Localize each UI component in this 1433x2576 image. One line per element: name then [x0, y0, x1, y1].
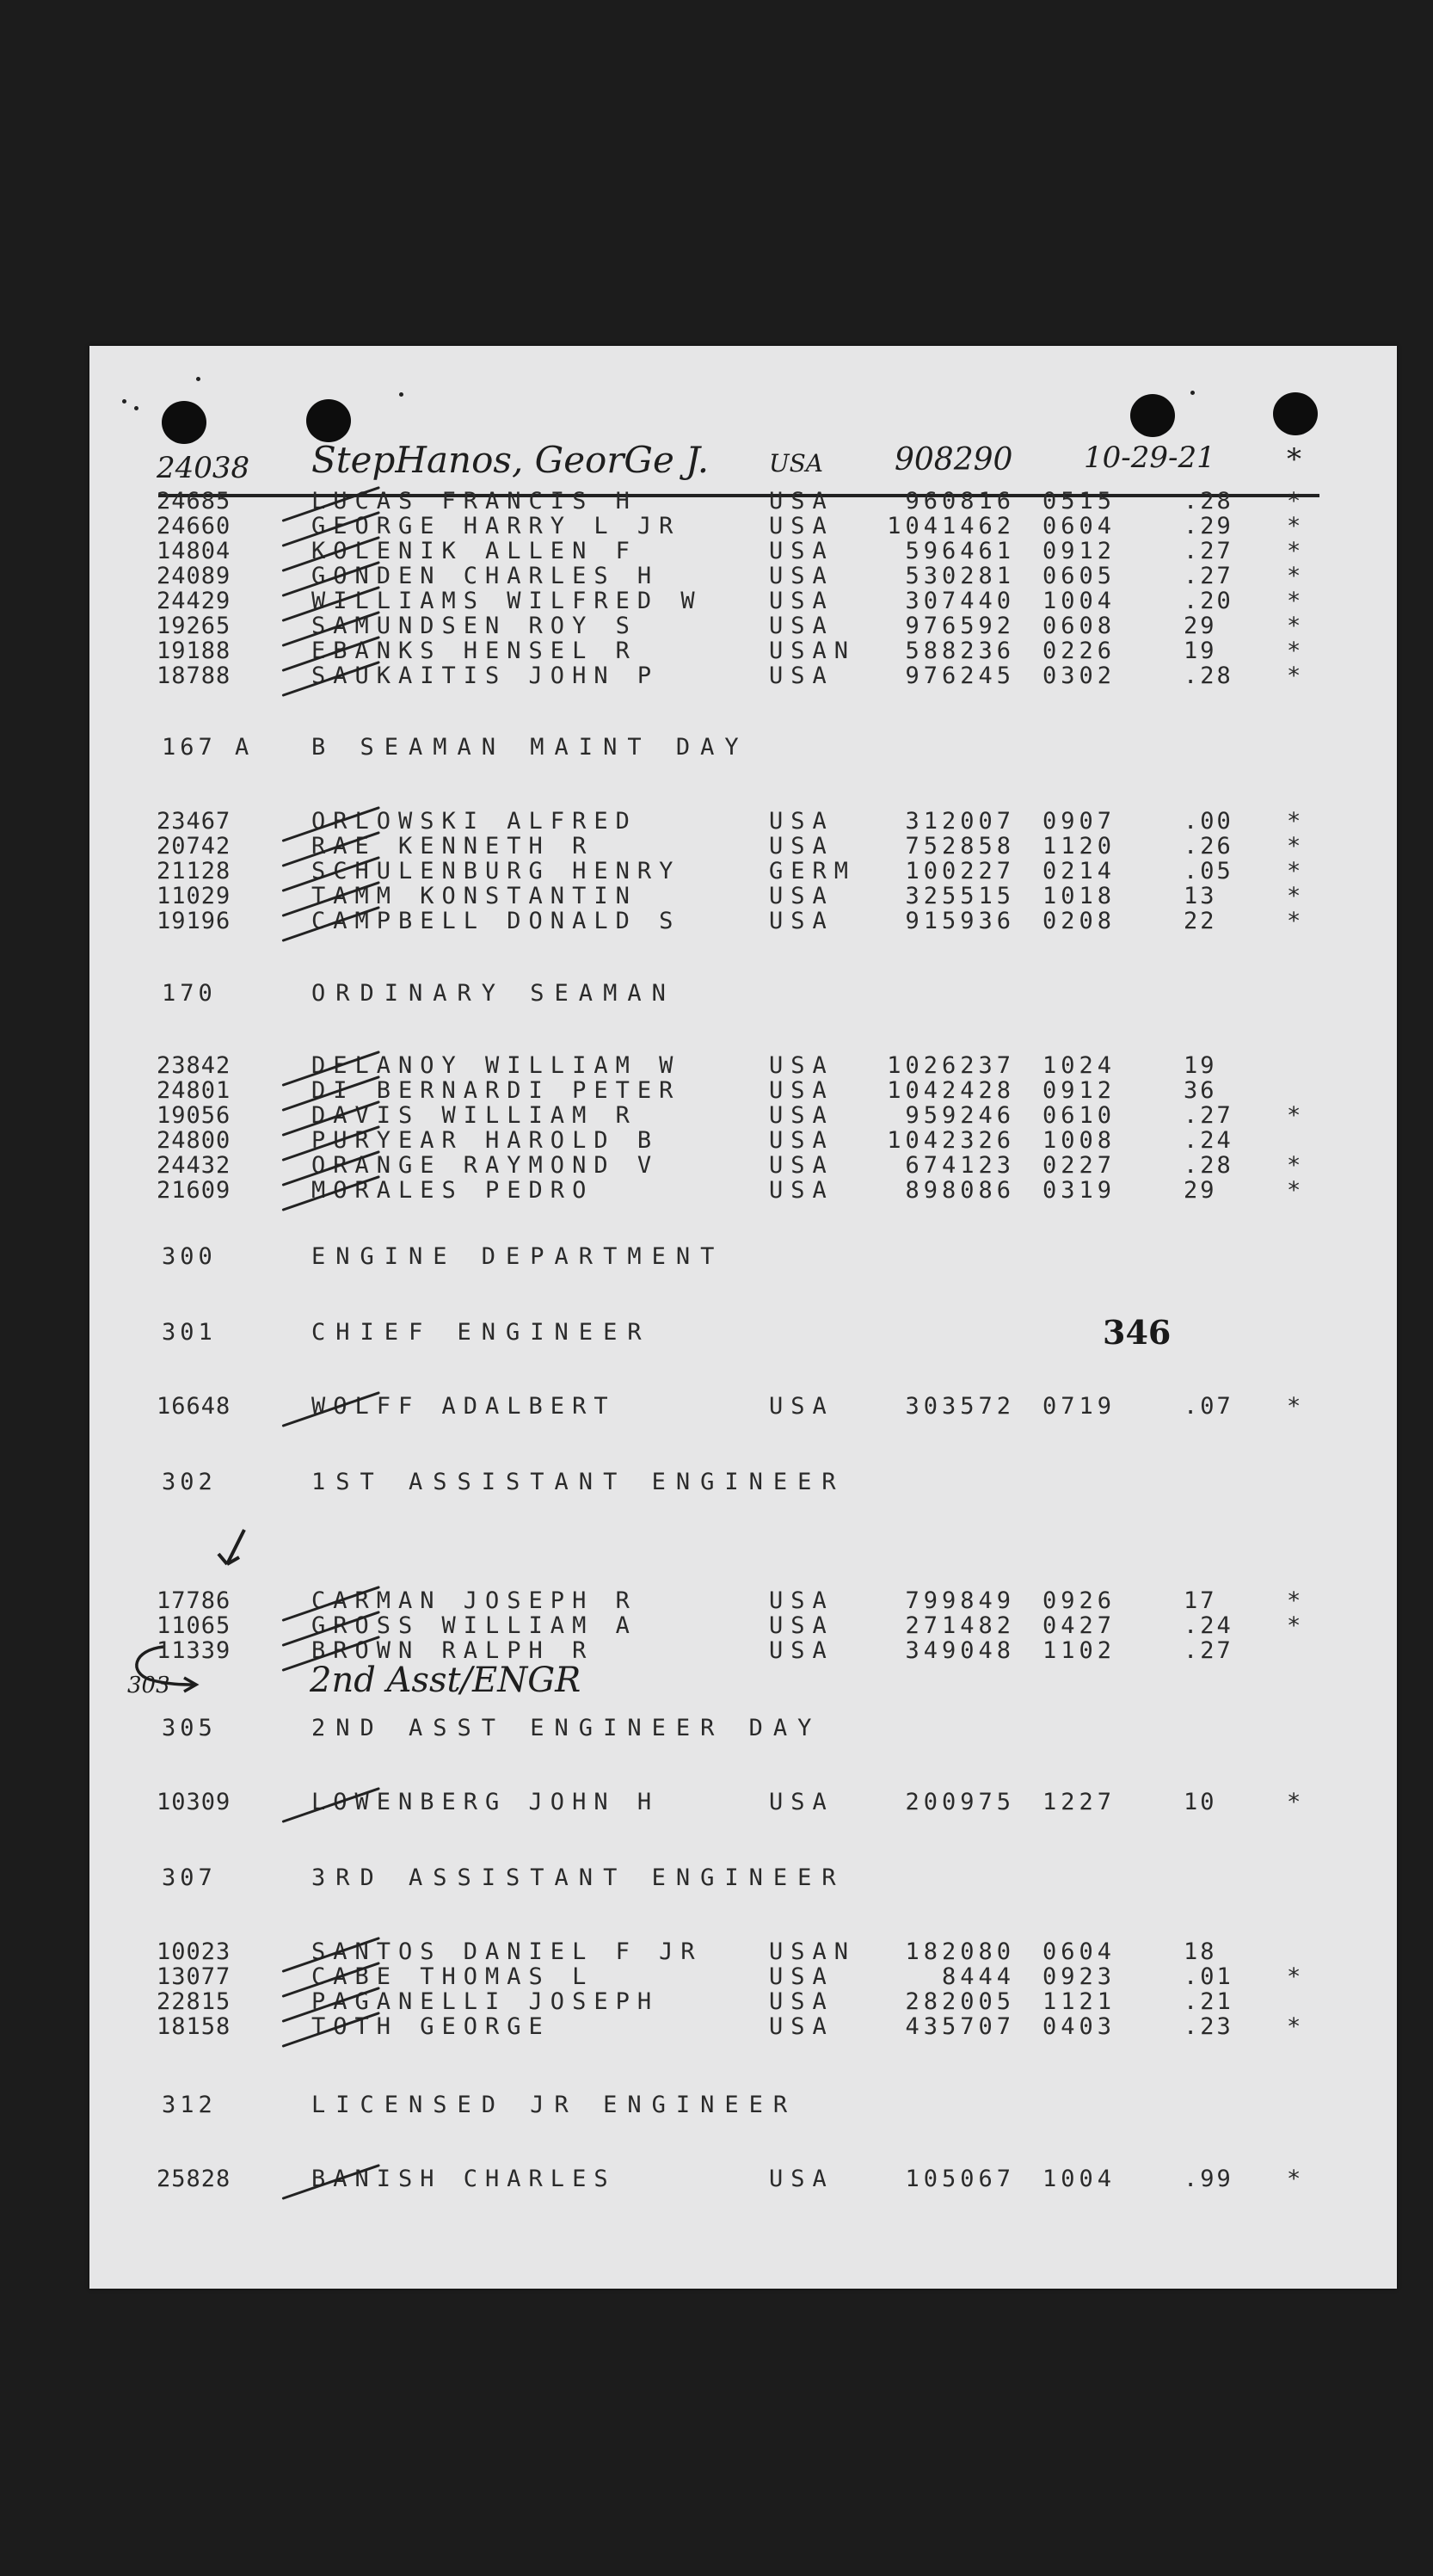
- record-name: PAGANELLI JOSEPH: [311, 1988, 660, 2015]
- record-age: .21: [1184, 1988, 1233, 2015]
- record-age: .28: [1184, 662, 1233, 689]
- record-name: TOTH GEORGE: [311, 2013, 550, 2040]
- section-title: 2ND ASST ENGINEER DAY: [311, 1715, 822, 1741]
- record-citizenship: USA: [769, 1587, 834, 1614]
- record-star: *: [1287, 563, 1302, 589]
- crew-record-row: [89, 909, 1397, 934]
- section-heading: [89, 1244, 1397, 1270]
- record-name: DELANOY WILLIAM W: [311, 1052, 681, 1079]
- record-citizenship: USA: [769, 1127, 834, 1154]
- record-number: 100227: [905, 858, 1015, 884]
- crew-record-row: [89, 1613, 1397, 1639]
- speck: [134, 406, 138, 410]
- punch-hole: [306, 399, 351, 442]
- record-id: 18788: [157, 662, 231, 689]
- record-date: 0214: [1042, 858, 1116, 884]
- record-age: 36: [1184, 1077, 1217, 1104]
- handwritten-note-code: 303: [127, 1673, 170, 1698]
- record-age: .28: [1184, 488, 1233, 515]
- record-star: *: [1287, 883, 1302, 909]
- record-citizenship: USA: [769, 588, 834, 614]
- record-age: .27: [1184, 538, 1233, 564]
- record-id: 20742: [157, 833, 231, 860]
- record-number: 8444: [941, 1963, 1015, 1990]
- record-id: 13077: [157, 1963, 231, 1990]
- crew-record-row: [89, 834, 1397, 860]
- section-title: 3RD ASSISTANT ENGINEER: [311, 1864, 846, 1891]
- record-number: 200975: [905, 1789, 1015, 1815]
- record-age: .29: [1184, 513, 1233, 539]
- record-id: 17786: [157, 1587, 231, 1614]
- record-name: WOLFF ADALBERT: [311, 1393, 616, 1420]
- record-citizenship: USA: [769, 1177, 834, 1204]
- record-age: 19: [1184, 638, 1217, 664]
- record-id: 24429: [157, 588, 231, 614]
- record-age: .24: [1184, 1612, 1233, 1639]
- record-citizenship: USA: [769, 808, 834, 835]
- record-citizenship: USAN: [769, 1938, 857, 1965]
- record-star: *: [1287, 638, 1302, 664]
- record-name: EBANKS HENSEL R: [311, 638, 637, 664]
- handwritten-entry-number: 908290: [895, 442, 1013, 478]
- section-heading: [89, 1865, 1397, 1891]
- record-citizenship: USA: [769, 1637, 834, 1664]
- section-title: LICENSED JR ENGINEER: [311, 2092, 798, 2118]
- record-date: 0604: [1042, 1938, 1116, 1965]
- record-name: MORALES PEDRO: [311, 1177, 594, 1204]
- record-name: KOLENIK ALLEN F: [311, 538, 637, 564]
- handwritten-entry-date: 10-29-21: [1084, 441, 1215, 475]
- record-id: 21128: [157, 858, 231, 884]
- record-citizenship: USA: [769, 1152, 834, 1179]
- record-age: .20: [1184, 588, 1233, 614]
- punch-hole: [1273, 392, 1318, 435]
- record-date: 1008: [1042, 1127, 1116, 1154]
- record-number: 898086: [905, 1177, 1015, 1204]
- handwritten-entry-citizenship: USA: [769, 449, 823, 478]
- record-star: *: [1287, 613, 1302, 639]
- record-citizenship: USA: [769, 662, 834, 689]
- record-id: 14804: [157, 538, 231, 564]
- record-date: 0926: [1042, 1587, 1116, 1614]
- record-citizenship: USA: [769, 883, 834, 909]
- record-date: 0912: [1042, 1077, 1116, 1104]
- record-id: 24432: [157, 1152, 231, 1179]
- record-star: *: [1287, 1963, 1302, 1990]
- handwritten-note: 2nd Asst/ENGR: [310, 1661, 581, 1700]
- section-code: 170: [162, 980, 217, 1007]
- crew-record-row: [89, 1178, 1397, 1204]
- record-number: 303572: [905, 1393, 1015, 1420]
- section-heading: [89, 981, 1397, 1007]
- record-name: DAVIS WILLIAM R: [311, 1102, 637, 1129]
- record-id: 24660: [157, 513, 231, 539]
- page-number: 346: [1103, 1313, 1172, 1352]
- record-number: 325515: [905, 883, 1015, 909]
- handwritten-arrows: [98, 1521, 270, 1693]
- record-date: 0604: [1042, 513, 1116, 539]
- record-age: .27: [1184, 1637, 1233, 1664]
- record-id: 10309: [157, 1789, 231, 1815]
- record-age: .27: [1184, 1102, 1233, 1129]
- section-code: 300: [162, 1243, 217, 1270]
- record-date: 1018: [1042, 883, 1116, 909]
- section-heading: [89, 735, 1397, 761]
- record-number: 271482: [905, 1612, 1015, 1639]
- record-name: LOWENBERG JOHN H: [311, 1789, 660, 1815]
- crew-record-row: [89, 1939, 1397, 1965]
- record-star: *: [1287, 808, 1302, 835]
- record-citizenship: GERM: [769, 858, 857, 884]
- record-citizenship: USA: [769, 538, 834, 564]
- record-number: 976592: [905, 613, 1015, 639]
- record-number: 1041462: [887, 513, 1015, 539]
- document-page: [89, 346, 1397, 2289]
- section-title: 1ST ASSISTANT ENGINEER: [311, 1469, 846, 1495]
- speck: [196, 377, 200, 381]
- record-star: *: [1287, 488, 1302, 515]
- record-number: 307440: [905, 588, 1015, 614]
- record-date: 1102: [1042, 1637, 1116, 1664]
- crew-record-row: [89, 1989, 1397, 2015]
- crew-record-row: [89, 1790, 1397, 1815]
- record-id: 25828: [157, 2166, 231, 2192]
- record-age: 19: [1184, 1052, 1217, 1079]
- record-star: *: [1287, 1152, 1302, 1179]
- record-citizenship: USA: [769, 1102, 834, 1129]
- record-star: *: [1287, 858, 1302, 884]
- record-number: 530281: [905, 563, 1015, 589]
- section-code: 305: [162, 1715, 217, 1741]
- record-number: 588236: [905, 638, 1015, 664]
- record-name: GEORGE HARRY L JR: [311, 513, 681, 539]
- record-number: 1042326: [887, 1127, 1015, 1154]
- record-citizenship: USA: [769, 613, 834, 639]
- record-citizenship: USA: [769, 488, 834, 515]
- record-star: *: [1287, 2013, 1302, 2040]
- record-number: 674123: [905, 1152, 1015, 1179]
- crew-record-row: [89, 564, 1397, 589]
- handwritten-entry-name: StepHanos, GeorGe J.: [311, 439, 710, 481]
- record-date: 0427: [1042, 1612, 1116, 1639]
- record-age: .26: [1184, 833, 1233, 860]
- record-date: 0907: [1042, 808, 1116, 835]
- record-star: *: [1287, 1587, 1302, 1614]
- section-title: ORDINARY SEAMAN: [311, 980, 676, 1007]
- record-citizenship: USA: [769, 833, 834, 860]
- record-age: 17: [1184, 1587, 1217, 1614]
- speck: [399, 392, 403, 397]
- record-id: 24685: [157, 488, 231, 515]
- record-number: 312007: [905, 808, 1015, 835]
- record-star: *: [1287, 908, 1302, 934]
- record-citizenship: USA: [769, 2013, 834, 2040]
- record-star: *: [1287, 1102, 1302, 1129]
- record-name: LUCAS FRANCIS H: [311, 488, 637, 515]
- record-name: BROWN RALPH R: [311, 1637, 594, 1664]
- record-id: 24801: [157, 1077, 231, 1104]
- record-id: 19056: [157, 1102, 231, 1129]
- record-date: 1121: [1042, 1988, 1116, 2015]
- record-id: 24800: [157, 1127, 231, 1154]
- record-number: 596461: [905, 538, 1015, 564]
- crew-record-row: [89, 1394, 1397, 1420]
- record-number: 799849: [905, 1587, 1015, 1614]
- crew-record-row: [89, 1638, 1397, 1664]
- punch-hole: [1130, 394, 1175, 437]
- crew-record-row: [89, 859, 1397, 884]
- record-name: CAMPBELL DONALD S: [311, 908, 681, 934]
- crew-record-row: [89, 884, 1397, 909]
- record-age: 10: [1184, 1789, 1217, 1815]
- record-age: .05: [1184, 858, 1233, 884]
- handwritten-entry-id: 24038: [157, 451, 250, 485]
- speck: [122, 399, 126, 404]
- record-date: 0403: [1042, 2013, 1116, 2040]
- record-citizenship: USA: [769, 908, 834, 934]
- record-name: ORLOWSKI ALFRED: [311, 808, 637, 835]
- record-id: 23842: [157, 1052, 231, 1079]
- record-date: 0608: [1042, 613, 1116, 639]
- record-id: 23467: [157, 808, 231, 835]
- record-number: 915936: [905, 908, 1015, 934]
- record-star: *: [1287, 2166, 1302, 2192]
- section-code: 312: [162, 2092, 217, 2118]
- section-title: B SEAMAN MAINT DAY: [311, 734, 749, 761]
- record-citizenship: USA: [769, 1789, 834, 1815]
- record-id: 18158: [157, 2013, 231, 2040]
- record-number: 349048: [905, 1637, 1015, 1664]
- record-date: 1227: [1042, 1789, 1116, 1815]
- record-name: SAUKAITIS JOHN P: [311, 662, 660, 689]
- record-name: GROSS WILLIAM A: [311, 1612, 637, 1639]
- crew-record-row: [89, 1103, 1397, 1129]
- record-name: ORANGE RAYMOND V: [311, 1152, 660, 1179]
- crew-record-row: [89, 663, 1397, 689]
- record-number: 182080: [905, 1938, 1015, 1965]
- record-age: .23: [1184, 2013, 1233, 2040]
- record-number: 1026237: [887, 1052, 1015, 1079]
- record-date: 0610: [1042, 1102, 1116, 1129]
- record-date: 1120: [1042, 833, 1116, 860]
- record-id: 16648: [157, 1393, 231, 1420]
- crew-record-row: [89, 2166, 1397, 2192]
- crew-record-row: [89, 1964, 1397, 1990]
- record-star: *: [1287, 1177, 1302, 1204]
- record-id: 19265: [157, 613, 231, 639]
- record-age: 29: [1184, 613, 1217, 639]
- record-number: 282005: [905, 1988, 1015, 2015]
- section-code: 302: [162, 1469, 217, 1495]
- record-citizenship: USA: [769, 563, 834, 589]
- record-age: 13: [1184, 883, 1217, 909]
- record-age: .00: [1184, 808, 1233, 835]
- record-age: .24: [1184, 1127, 1233, 1154]
- record-citizenship: USA: [769, 1963, 834, 1990]
- section-title: ENGINE DEPARTMENT: [311, 1243, 725, 1270]
- record-name: SANTOS DANIEL F JR: [311, 1938, 703, 1965]
- record-date: 0302: [1042, 662, 1116, 689]
- record-id: 11339: [157, 1637, 231, 1664]
- record-citizenship: USA: [769, 1988, 834, 2015]
- crew-record-row: [89, 809, 1397, 835]
- crew-record-row: [89, 638, 1397, 664]
- record-id: 19188: [157, 638, 231, 664]
- record-name: WILLIAMS WILFRED W: [311, 588, 703, 614]
- record-name: GONDEN CHARLES H: [311, 563, 660, 589]
- punch-hole: [162, 401, 206, 444]
- record-star: *: [1287, 538, 1302, 564]
- record-number: 105067: [905, 2166, 1015, 2192]
- record-citizenship: USA: [769, 1612, 834, 1639]
- record-name: TAMM KONSTANTIN: [311, 883, 637, 909]
- record-star: *: [1287, 1789, 1302, 1815]
- record-age: 18: [1184, 1938, 1217, 1965]
- section-code: 167 A: [162, 734, 254, 761]
- record-date: 0319: [1042, 1177, 1116, 1204]
- record-id: 11029: [157, 883, 231, 909]
- record-name: RAE KENNETH R: [311, 833, 594, 860]
- record-age: 29: [1184, 1177, 1217, 1204]
- record-name: CABE THOMAS L: [311, 1963, 594, 1990]
- record-number: 752858: [905, 833, 1015, 860]
- record-date: 0923: [1042, 1963, 1116, 1990]
- record-id: 10023: [157, 1938, 231, 1965]
- record-star: *: [1287, 588, 1302, 614]
- record-citizenship: USA: [769, 1393, 834, 1420]
- record-citizenship: USA: [769, 1077, 834, 1104]
- record-star: *: [1287, 833, 1302, 860]
- record-number: 976245: [905, 662, 1015, 689]
- crew-record-row: [89, 1053, 1397, 1079]
- record-date: 0208: [1042, 908, 1116, 934]
- record-age: .28: [1184, 1152, 1233, 1179]
- record-number: 959246: [905, 1102, 1015, 1129]
- crew-record-row: [89, 539, 1397, 564]
- record-age: 22: [1184, 908, 1217, 934]
- record-date: 0227: [1042, 1152, 1116, 1179]
- record-name: CARMAN JOSEPH R: [311, 1587, 637, 1614]
- record-citizenship: USA: [769, 1052, 834, 1079]
- record-date: 0912: [1042, 538, 1116, 564]
- record-number: 435707: [905, 2013, 1015, 2040]
- section-heading: [89, 1716, 1397, 1741]
- record-name: SCHULENBURG HENRY: [311, 858, 681, 884]
- section-heading: [89, 1320, 1397, 1346]
- record-id: 22815: [157, 1988, 231, 2015]
- record-id: 11065: [157, 1612, 231, 1639]
- record-number: 1042428: [887, 1077, 1015, 1104]
- record-citizenship: USA: [769, 2166, 834, 2192]
- record-name: BANISH CHARLES: [311, 2166, 616, 2192]
- crew-record-row: [89, 613, 1397, 639]
- section-heading: [89, 1470, 1397, 1495]
- crew-record-row: [89, 2014, 1397, 2040]
- record-name: SAMUNDSEN ROY S: [311, 613, 637, 639]
- record-name: PURYEAR HAROLD B: [311, 1127, 660, 1154]
- record-date: 1024: [1042, 1052, 1116, 1079]
- record-id: 19196: [157, 908, 231, 934]
- record-star: *: [1287, 1393, 1302, 1420]
- record-id: 24089: [157, 563, 231, 589]
- crew-record-row: [89, 1078, 1397, 1104]
- record-star: *: [1287, 662, 1302, 689]
- record-age: .07: [1184, 1393, 1233, 1420]
- record-date: 1004: [1042, 588, 1116, 614]
- speck: [1190, 391, 1195, 395]
- section-heading: [89, 2092, 1397, 2118]
- record-star: *: [1287, 513, 1302, 539]
- record-star: *: [1287, 1612, 1302, 1639]
- handwritten-entry-star: *: [1287, 442, 1301, 477]
- crew-record-row: [89, 514, 1397, 539]
- crew-record-row: [89, 589, 1397, 614]
- crew-record-row: [89, 1153, 1397, 1179]
- crew-record-row: [89, 489, 1397, 515]
- record-age: .01: [1184, 1963, 1233, 1990]
- record-date: 0515: [1042, 488, 1116, 515]
- section-title: CHIEF ENGINEER: [311, 1319, 652, 1346]
- section-code: 307: [162, 1864, 217, 1891]
- record-citizenship: USAN: [769, 638, 857, 664]
- record-name: DI BERNARDI PETER: [311, 1077, 681, 1104]
- record-age: .27: [1184, 563, 1233, 589]
- record-date: 0226: [1042, 638, 1116, 664]
- record-citizenship: USA: [769, 513, 834, 539]
- record-number: 960816: [905, 488, 1015, 515]
- record-date: 0719: [1042, 1393, 1116, 1420]
- record-date: 0605: [1042, 563, 1116, 589]
- crew-record-row: [89, 1588, 1397, 1614]
- record-date: 1004: [1042, 2166, 1116, 2192]
- crew-record-row: [89, 1128, 1397, 1154]
- record-age: .99: [1184, 2166, 1233, 2192]
- record-id: 21609: [157, 1177, 231, 1204]
- section-code: 301: [162, 1319, 217, 1346]
